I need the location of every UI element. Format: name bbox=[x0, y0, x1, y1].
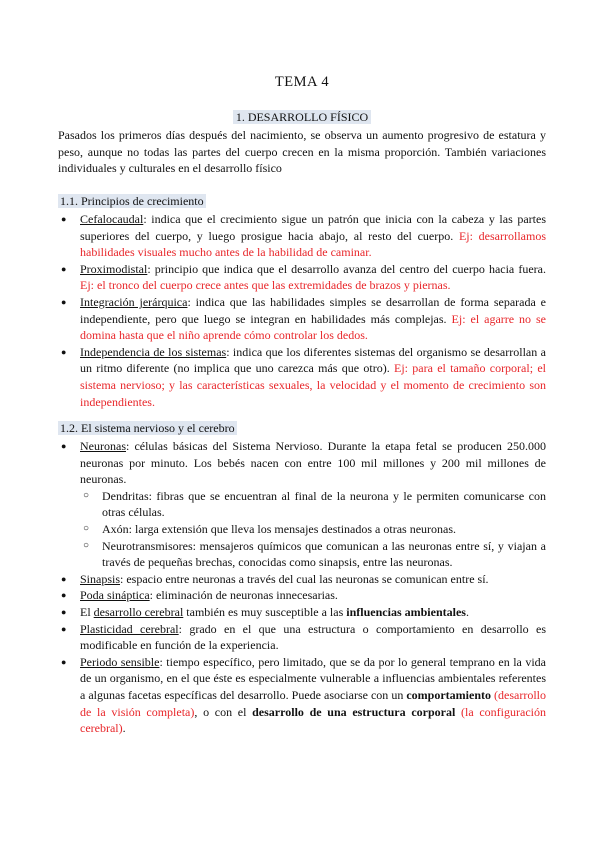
example-text: Ej: para el tamaño corporal; el sistema nervioso; y las características sexuales, la velocidad y el momento de crecimiento son independientes. bbox=[80, 361, 546, 409]
subsection-heading-principios: 1.1. Principios de crecimiento bbox=[60, 194, 204, 208]
example-text: Ej: el tronco del cuerpo crece antes que las extremidades de brazos y piernas. bbox=[80, 278, 451, 293]
sublist-item: ○ Axón: larga extensión que lleva los mensajes destinados a otras neuronas. bbox=[80, 521, 546, 538]
example-text: (desarrollo de la visión completa) bbox=[80, 687, 546, 719]
sublist-item: ○ Neurotransmisores: mensajeros químicos que comunican a las neuronas entre sí, y viajan a través de pequeñas brechas, conocidas como sinapsis, entre las neuronas. bbox=[80, 538, 546, 571]
list-item: ● Proximodistal: principio que indica que el desarrollo avanza del centro del cuerpo hacia fuera. Ej: el tronco del cuerpo crece antes que las extremidades de brazos y piernas. bbox=[58, 261, 546, 294]
bold-text: desarrollo de una estructura corporal bbox=[252, 704, 456, 719]
term-label: Independencia de los sistemas bbox=[80, 344, 227, 359]
sublist-item: ○ Dendritas: fibras que se encuentran al final de la neurona y le permiten comunicarse con otras células. bbox=[80, 488, 546, 521]
term-label: Cefalocaudal bbox=[80, 212, 144, 226]
term-label: Neuronas bbox=[80, 439, 126, 453]
principios-list bbox=[58, 211, 546, 410]
list-item: ● Independencia de los sistemas: indica que los diferentes sistemas del organismo se desarrollan a un ritmo diferente (no implica que uno carezca más que otro). Ej: para el tamaño corporal; el sistema nervioso; y las características sexuales, la velocidad y el momento de crecimiento son independientes. bbox=[58, 344, 546, 410]
list-item-neuronas: ● Neuronas: células básicas del Sistema Nervioso. Durante la etapa fetal se producen 250.000 neuronas por minuto. Los bebés nacen con entre 100 mil millones y 200 mil millones de neuronas. ○ Dendritas: fibras que se encuentran al final de la neurona y le permiten comunicarse con otras células. ○ Axón: larga extensión que lleva los mensajes destinados a otras neuronas. ○ Neurotransmisores: mensajeros químicos que comunican a las neuronas entre sí, y viajan a través de pequeñas brechas, conocidas como sinapsis, entre las neuronas. bbox=[58, 438, 546, 571]
sistema-nervioso-list bbox=[58, 438, 546, 737]
list-item-periodo-sensible: ● Periodo sensible: tiempo específico, pero limitado, que se da por lo general temprano en la vida de un organismo, en el que éste es especialmente vulnerable a influencias ambientales referentes a algunas facetas específicas del desarrollo. Puede asociarse con un comportamiento (desarrollo de la visión completa), o con el desarrollo de una estructura corporal (la configuración cerebral). bbox=[58, 654, 546, 737]
list-item-plasticidad: ● Plasticidad cerebral: grado en el que una estructura o comportamiento en desarrollo es modificable en función de la experiencia. bbox=[58, 621, 546, 654]
bold-text: influencias ambientales bbox=[346, 604, 466, 619]
example-text: Ej: desarrollamos habilidades visuales mucho antes de la habilidad de caminar. bbox=[80, 228, 546, 260]
page-title: TEMA 4 bbox=[274, 74, 330, 90]
bold-text: comportamiento bbox=[406, 687, 491, 702]
list-item: ● Integración jerárquica: indica que las habilidades simples se desarrollan de forma separada e independiente, pero que luego se integran en habilidades más complejas. Ej: el agarre no se domina hasta que el niño aprende cómo controlar los dedos. bbox=[58, 294, 546, 344]
term-label: desarrollo cerebral bbox=[93, 604, 184, 619]
term-label: Proximodistal bbox=[80, 261, 148, 276]
term-label: Poda sináptica bbox=[80, 588, 150, 603]
example-text: (la configuración cerebral) bbox=[80, 704, 546, 736]
intro-paragraph: Pasados los primeros días después del nacimiento, se observa un aumento progresivo de estatura y peso, aunque no todas las partes del cuerpo crecen en la misma proporción. También variaciones individuales y culturales en el desarrollo físico bbox=[58, 128, 546, 176]
subsection-heading-sistema-nervioso: 1.2. El sistema nervioso y el cerebro bbox=[60, 421, 235, 435]
example-text: Ej: el agarre no se domina hasta que el niño aprende cómo controlar los dedos. bbox=[80, 311, 547, 343]
term-label: Periodo sensible bbox=[80, 654, 160, 669]
list-item: ● Cefalocaudal: indica que el crecimiento sigue un patrón que inicia con la cabeza y las partes superiores del cuerpo, y luego prosigue hacia abajo, al resto del cuerpo. Ej: desarrollamos habilidades visuales mucho antes de la habilidad de caminar. bbox=[58, 211, 546, 261]
neuronas-sublist bbox=[80, 488, 546, 571]
list-item-desarrollo-cerebral: ● El desarrollo cerebral también es muy susceptible a las influencias ambientales. bbox=[58, 604, 546, 621]
term-label: Sinapsis bbox=[80, 571, 121, 586]
term-label: Plasticidad cerebral bbox=[80, 621, 179, 636]
term-label: Integración jerárquica bbox=[80, 294, 188, 309]
list-item-poda: ● Poda sináptica: eliminación de neuronas innecesarias. bbox=[58, 587, 546, 604]
section-heading: 1. DESARROLLO FÍSICO bbox=[58, 109, 546, 126]
list-item-sinapsis: ● Sinapsis: espacio entre neuronas a través del cual las neuronas se comunican entre sí. bbox=[58, 571, 546, 588]
